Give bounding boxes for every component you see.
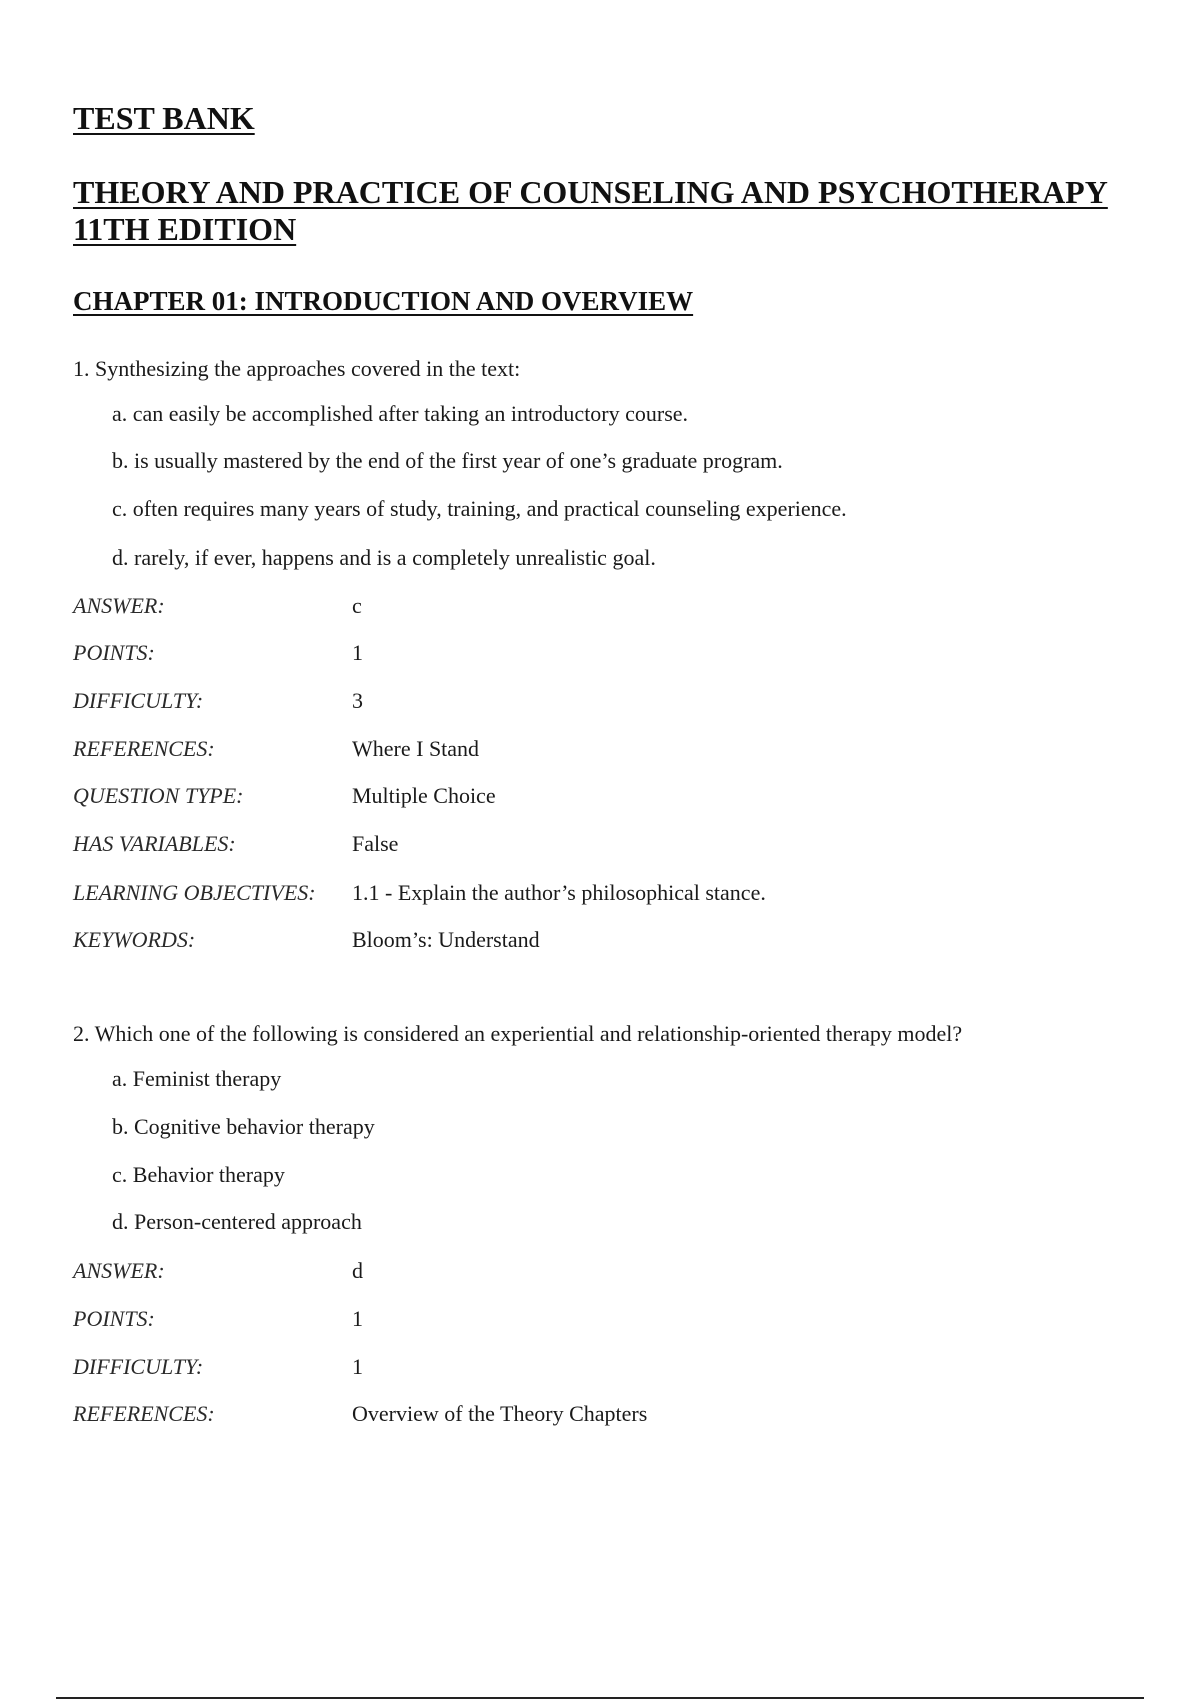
q2-answer-value: d	[352, 1258, 363, 1283]
question-2-stem: 2. Which one of the following is considered an experiential and relationship-oriented therapy model?	[73, 1021, 963, 1046]
question-2-option-a: a. Feminist therapy	[112, 1066, 282, 1091]
question-1-option-a: a. can easily be accomplished after taking an introductory course.	[112, 401, 689, 426]
q1-difficulty-value: 3	[352, 688, 363, 713]
book-title-heading	[73, 174, 1153, 248]
question-1-option-d: d. rarely, if ever, happens and is a completely unrealistic goal.	[112, 545, 656, 570]
q2-difficulty-label: DIFFICULTY:	[73, 1354, 204, 1379]
q1-answer-value: c	[352, 593, 362, 618]
q2-points-label: POINTS:	[73, 1306, 155, 1331]
q1-keywords-value: Bloom’s: Understand	[352, 927, 540, 952]
footer-divider	[56, 1697, 1144, 1699]
book-title-line2: 11TH EDITION	[73, 211, 297, 247]
question-1-option-b: b. is usually mastered by the end of the first year of one’s graduate program.	[112, 448, 783, 473]
question-2-option-b: b. Cognitive behavior therapy	[112, 1114, 375, 1139]
q1-has-variables-label: HAS VARIABLES:	[73, 831, 236, 856]
q1-references-value: Where I Stand	[352, 736, 480, 761]
test-bank-heading: TEST BANK	[73, 100, 255, 136]
q1-references-label: REFERENCES:	[73, 736, 215, 761]
q1-difficulty-label: DIFFICULTY:	[73, 688, 204, 713]
q1-points-label: POINTS:	[73, 640, 155, 665]
q2-references-label: REFERENCES:	[73, 1401, 215, 1426]
q1-learning-objectives-label: LEARNING OBJECTIVES:	[73, 880, 316, 905]
question-2-option-c: c. Behavior therapy	[112, 1162, 285, 1187]
q2-points-value: 1	[352, 1306, 363, 1331]
q2-references-value: Overview of the Theory Chapters	[352, 1401, 648, 1426]
question-2-option-d: d. Person-centered approach	[112, 1209, 362, 1234]
q1-answer-label: ANSWER:	[73, 593, 165, 618]
q2-difficulty-value: 1	[352, 1354, 363, 1379]
q1-question-type-value: Multiple Choice	[352, 783, 496, 808]
q1-learning-objectives-value: 1.1 - Explain the author’s philosophical stance.	[352, 880, 766, 905]
q1-points-value: 1	[352, 640, 363, 665]
q1-question-type-label: QUESTION TYPE:	[73, 783, 244, 808]
question-1-stem: 1. Synthesizing the approaches covered in the text:	[73, 356, 521, 381]
q1-has-variables-value: False	[352, 831, 399, 856]
book-title-line1: THEORY AND PRACTICE OF COUNSELING AND PSYCHOTHERAPY	[73, 174, 1108, 210]
chapter-heading: CHAPTER 01: INTRODUCTION AND OVERVIEW	[73, 286, 694, 316]
q1-keywords-label: KEYWORDS:	[73, 927, 196, 952]
q2-answer-label: ANSWER:	[73, 1258, 165, 1283]
question-1-option-c: c. often requires many years of study, training, and practical counseling experience.	[112, 496, 847, 521]
